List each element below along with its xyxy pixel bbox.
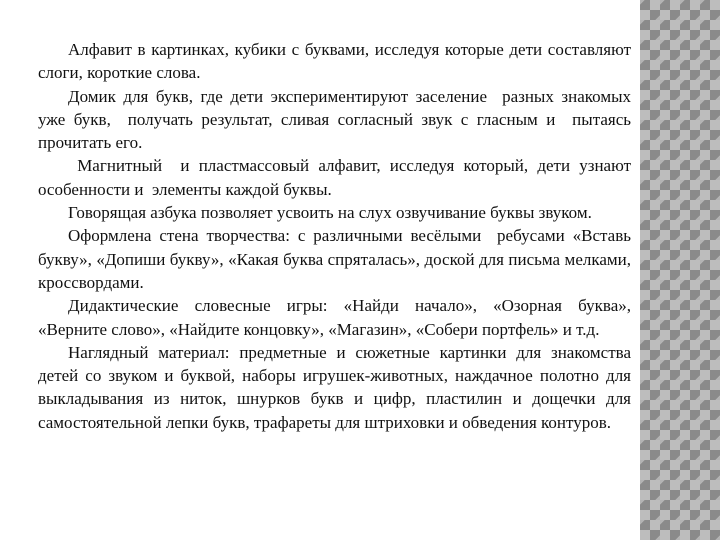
paragraph-visual-materials: Наглядный материал: предметные и сюжетные картинки для знакомства детей со звуком и буквой, наборы игрушек-животных, наждачное полотно для выкладывания из ниток, шнурков букв и цифр, пластилин и дощечки для самостоятельной лепки букв, трафареты для штриховки и обведения контуров. bbox=[38, 342, 636, 432]
paragraph-creativity-wall: Оформлена стена творчества: с различными весёлыми ребусами «Вставь букву», «Допиши букву», «Какая буква спряталась», доской для письма мелками, кроссвордами. bbox=[38, 226, 636, 292]
decorative-pattern-strip bbox=[640, 0, 720, 540]
paragraph-alphabet-pictures: Алфавит в картинках, кубики с буквами, исследуя которые дети составляют слоги, короткие слова. bbox=[38, 40, 636, 83]
slide-text-body bbox=[38, 38, 636, 434]
paragraph-magnetic-alphabet: Магнитный и пластмассовый алфавит, исследуя который, дети узнают особенности и элементы каждой буквы. bbox=[38, 156, 636, 199]
paragraph-letter-house: Домик для букв, где дети экспериментируют заселение разных знакомых уже букв, получать результат, сливая согласный звук с гласным и пытаясь прочитать его. bbox=[38, 86, 636, 153]
paragraph-word-games: Дидактические словесные игры: «Найди начало», «Озорная буква», «Верните слово», «Найдите концовку», «Магазин», «Собери портфель» и т.д. bbox=[38, 296, 636, 339]
paragraph-talking-alphabet: Говорящая азбука позволяет усвоить на слух озвучивание буквы звуком. bbox=[68, 203, 592, 223]
